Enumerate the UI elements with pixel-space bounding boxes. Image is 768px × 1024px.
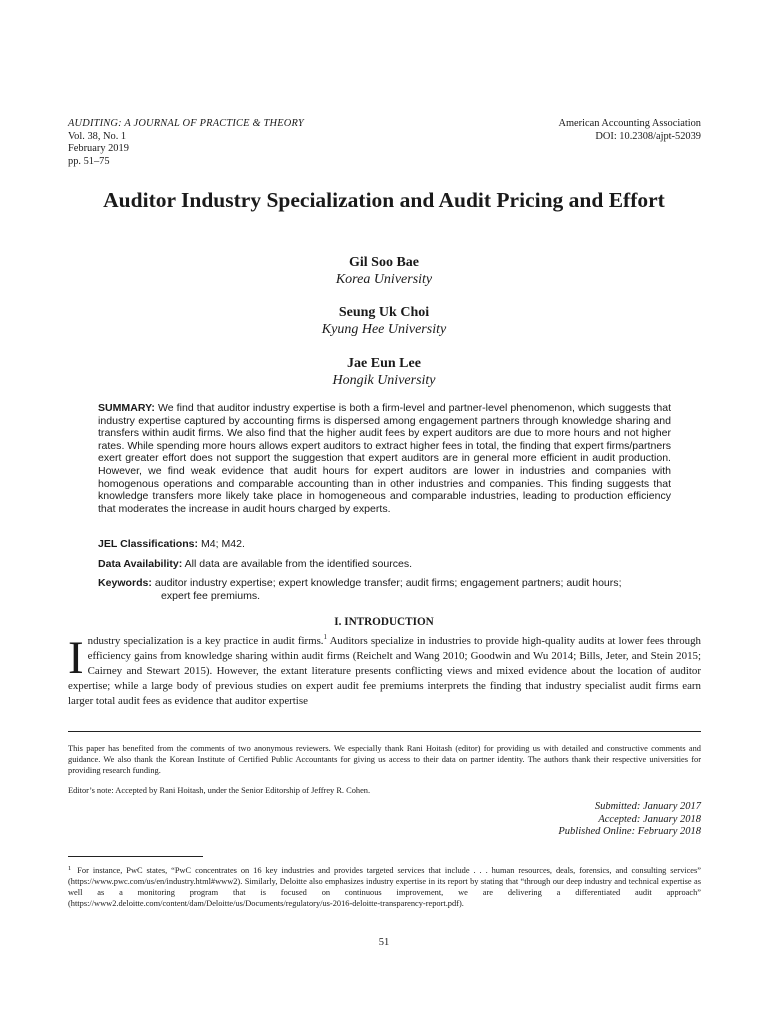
author-block [0,254,768,288]
intro-text-1: ndustry specialization is a key practice in audit firms. [87,635,324,647]
summary-text: We find that auditor industry expertise is both a firm-level and partner-level phenomenon, which suggests that industry expertise captured by accounting firms is dispersed among engagement partners through knowledge sharing and transfers within audit firms. We also find that the higher audit fees by expert auditors are due to more hours and not higher rates. While spending more hours allows expert auditors to extract higher fees in total, the finding that expert firms/partners exert greater effort does not support the suggestion that expert auditors are in general more efficient in audit production. However, we find weak evidence that audit hours for expert auditors are lower in industries and companies with homogenous operations and comparable accounting than in other industries and companies. This finding suggests that knowledge transfers more likely take place in homogeneous and comparable industries, leading to production efficiency that moderates the increase in audit hours charged by experts. [98,402,671,515]
published-date: Published Online: February 2018 [558,826,701,837]
editor-note: Editor’s note: Accepted by Rani Hoitash, under the Senior Editorship of Jeffrey R. Cohen. [68,786,371,795]
author-name: Gil Soo Bae [348,255,419,270]
data-availability-text: All data are available from the identified sources. [184,558,413,570]
keywords-line-2: expert fee premiums. [161,589,261,602]
jel-text: M4; M42. [200,538,245,550]
author-affiliation: Hongik University [332,373,436,388]
section-heading: I. INTRODUCTION [334,616,434,628]
page-number: 51 [378,937,390,948]
keywords [98,577,678,602]
author-name: Seung Uk Choi [338,305,430,320]
journal-pages: pp. 51–75 [68,155,110,167]
author-affiliation: Kyung Hee University [321,322,447,337]
submission-dates [558,801,701,839]
journal-name: AUDITING: A JOURNAL OF PRACTICE & THEORY [68,118,304,129]
publisher-header [558,118,701,143]
author-name: Jae Eun Lee [347,356,421,371]
summary [98,402,671,515]
article-title: Auditor Industry Specialization and Audit Pricing and Effort [103,188,665,212]
footnote-divider [68,856,203,857]
journal-header [68,118,304,168]
footnote-reference[interactable]: 1 [323,633,328,641]
summary-label: SUMMARY: [98,402,155,414]
author-block [0,355,768,389]
acknowledgment: This paper has benefited from the comments of two anonymous reviewers. We especially thank Rani Hoitash (editor) for providing us with detailed and constructive comments and guidance. We also thank the Korean Institute of Certified Public Accountants for giving us access to their data on partner identity. The authors thank their respective universities for providing research funding. [68,744,701,775]
submitted-date: Submitted: January 2017 [594,801,701,812]
accepted-date: Accepted: January 2018 [598,813,701,825]
introduction-paragraph [68,634,701,709]
jel-classifications [98,538,678,551]
journal-date: February 2019 [68,143,129,155]
jel-label: JEL Classifications: [98,538,199,550]
divider [68,731,701,732]
footnote [68,864,701,910]
journal-volume: Vol. 38, No. 1 [68,130,127,142]
intro-text-2: Auditors specialize in industries to provide high-quality audits at lower fees through efficiency gains from knowledge sharing within audit firms (Reichelt and Wang 2010; Goodwin and Wu 2014; Bills, Jeter, and Stein 2015; Cairney and Stewart 2015). However, the extant literature presents conflicting views and mixed evidence about the location of auditor expertise; while a large body of previous studies on expert audit fee premiums interprets the finding that industry specialist audit firms earn larger total audit fees as evidence that auditor expertise [68,635,701,707]
footnote-number: 1 [68,865,72,872]
author-affiliation: Korea University [335,272,433,287]
keywords-label: Keywords: [98,577,152,589]
doi[interactable]: DOI: 10.2308/ajpt-52039 [595,130,701,142]
publisher-name: American Accounting Association [558,118,701,129]
drop-cap: I [68,632,84,684]
data-availability-label: Data Availability: [98,558,183,570]
data-availability [98,558,678,571]
footnote-text: For instance, PwC states, “PwC concentrates on 16 key industries and provides targeted services that include . . . human resources, deals, forensics, and consulting services” (https://www.pwc.com/us/en/industry.html#www2). Similarly, Deloitte also emphasizes industry expertise in its report by stating that “through our deep industry and technical expertise as well as a monitoring program that is focused on continuous improvement, we are delivering a differentiated audit approach” (https://www2.deloitte.com/content/dam/Deloitte/us/Documents/regulatory/us-2016-deloitte-transparency-report.pdf). [68,866,701,908]
author-block [0,304,768,338]
keywords-line-1: auditor industry expertise; expert knowledge transfer; audit firms; engagement partners; audit hours; [154,577,622,589]
